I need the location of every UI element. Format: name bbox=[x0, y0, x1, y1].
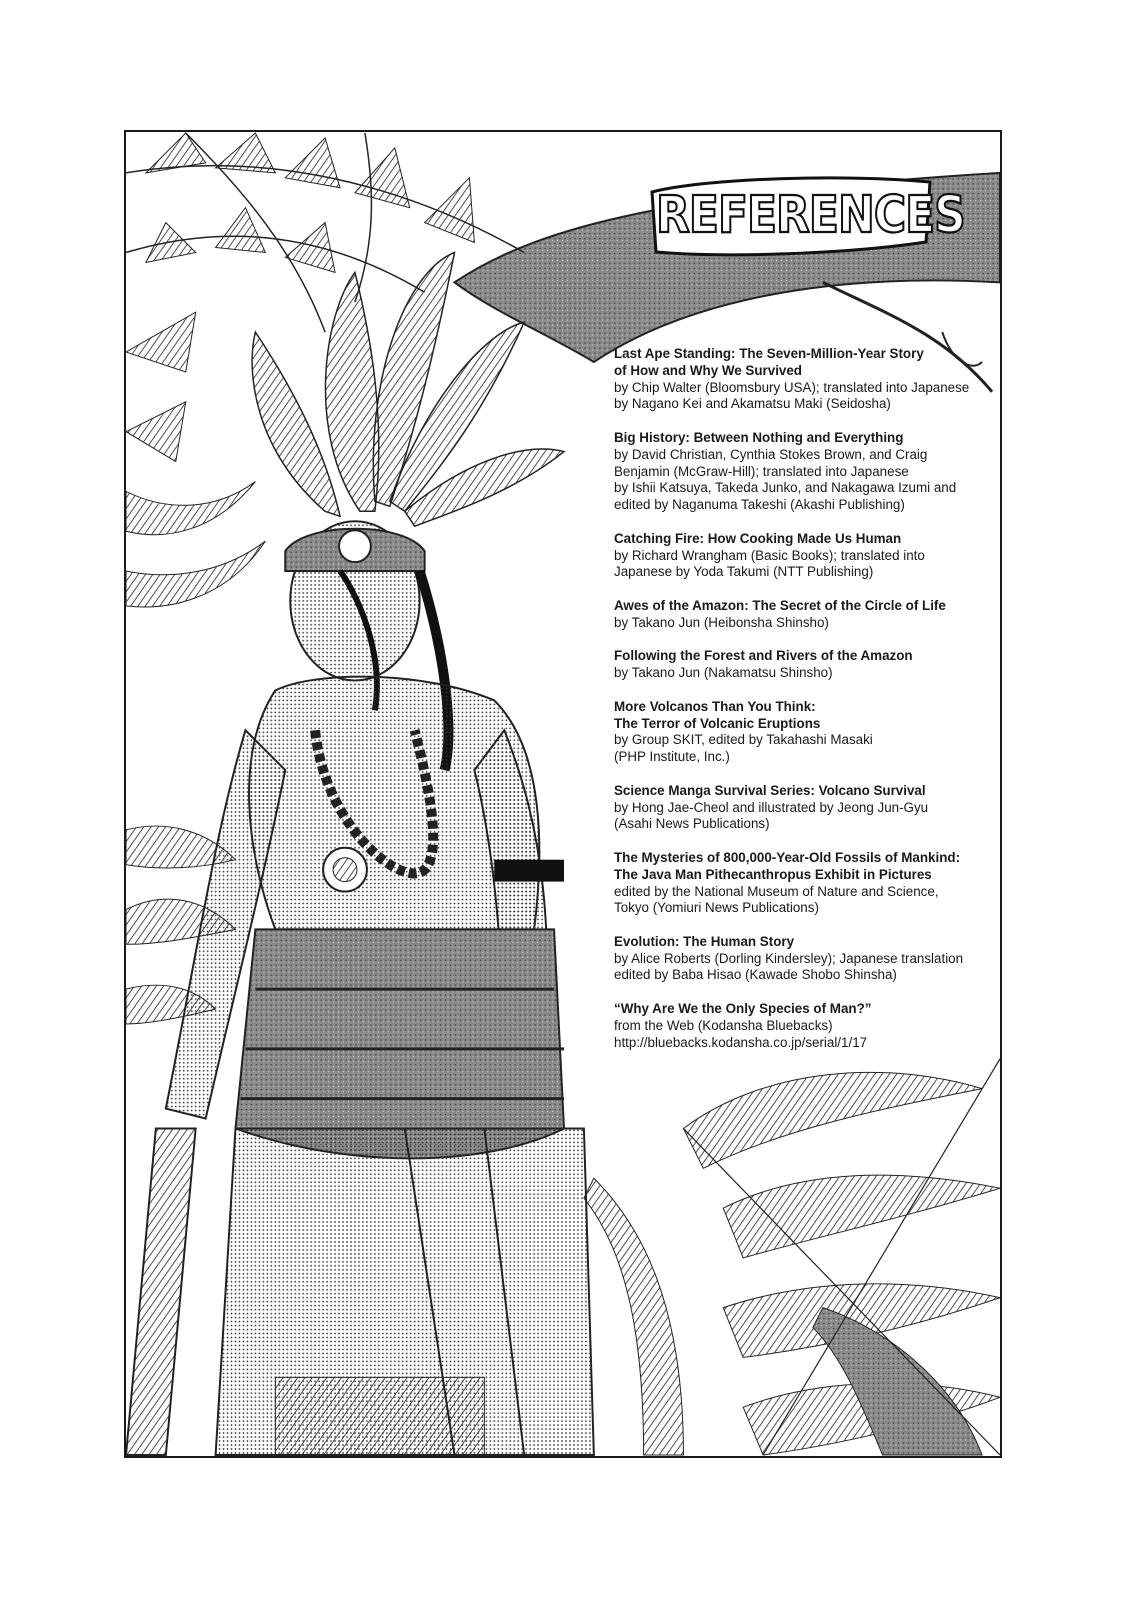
reference-detail: edited by the National Museum of Nature and Science, bbox=[614, 883, 939, 899]
manga-panel bbox=[124, 130, 1002, 1458]
reference-detail: Benjamin (McGraw-Hill); translated into Japanese bbox=[614, 463, 909, 479]
reference-item bbox=[614, 850, 1002, 917]
reference-detail: Japanese by Yoda Takumi (NTT Publishing) bbox=[614, 564, 874, 580]
reference-detail: edited by Baba Hisao (Kawade Shobo Shinsha) bbox=[614, 967, 897, 983]
reference-title: Last Ape Standing: The Seven-Million-Year Story bbox=[614, 346, 924, 361]
reference-detail: by Nagano Kei and Akamatsu Maki (Seidosha) bbox=[614, 396, 891, 412]
reference-detail: by Takano Jun (Nakamatsu Shinsho) bbox=[614, 665, 833, 681]
reference-item bbox=[614, 531, 1002, 581]
reference-detail: by Hong Jae-Cheol and illustrated by Jeong Jun-Gyu bbox=[614, 799, 929, 815]
reference-title: Evolution: The Human Story bbox=[614, 933, 795, 949]
reference-item bbox=[614, 598, 1002, 632]
references-list bbox=[614, 346, 1002, 1068]
reference-item bbox=[614, 934, 1002, 984]
reference-title: Science Manga Survival Series: Volcano Survival bbox=[614, 782, 926, 798]
reference-detail: by Ishii Katsuya, Takeda Junko, and Nakagawa Izumi and bbox=[614, 480, 957, 496]
reference-detail: by Group SKIT, edited by Takahashi Masaki bbox=[614, 732, 873, 748]
reference-detail: by Richard Wrangham (Basic Books); translated into bbox=[614, 547, 925, 563]
reference-item bbox=[614, 783, 1002, 833]
reference-title: The Terror of Volcanic Eruptions bbox=[614, 715, 821, 731]
page-title: REFERENCES bbox=[656, 186, 965, 245]
reference-detail: edited by Naganuma Takeshi (Akashi Publishing) bbox=[614, 497, 905, 513]
reference-detail: from the Web (Kodansha Bluebacks) bbox=[614, 1017, 833, 1033]
reference-title: Catching Fire: How Cooking Made Us Human bbox=[614, 530, 902, 546]
reference-item bbox=[614, 648, 1002, 682]
reference-item bbox=[614, 1001, 1002, 1051]
reference-detail: by Takano Jun (Heibonsha Shinsho) bbox=[614, 614, 829, 630]
reference-title: The Java Man Pithecanthropus Exhibit in Pictures bbox=[614, 866, 932, 882]
reference-title: of How and Why We Survived bbox=[614, 362, 802, 378]
reference-detail: (Asahi News Publications) bbox=[614, 816, 770, 832]
reference-detail: by David Christian, Cynthia Stokes Brown, and Craig bbox=[614, 446, 928, 462]
reference-item bbox=[614, 430, 1002, 514]
reference-detail: Tokyo (Yomiuri News Publications) bbox=[614, 900, 819, 916]
reference-title: The Mysteries of 800,000-Year-Old Fossils of Mankind: bbox=[614, 849, 961, 865]
reference-detail: by Chip Walter (Bloomsbury USA); translated into Japanese bbox=[614, 379, 970, 395]
reference-title: More Volcanos Than You Think: bbox=[614, 698, 816, 714]
reference-url: http://bluebacks.kodansha.co.jp/serial/1/17 bbox=[614, 1034, 868, 1050]
reference-title: Awes of the Amazon: The Secret of the Circle of Life bbox=[614, 597, 946, 613]
reference-title: Big History: Between Nothing and Everything bbox=[614, 429, 904, 445]
reference-title: Following the Forest and Rivers of the Amazon bbox=[614, 648, 913, 664]
reference-detail: by Alice Roberts (Dorling Kindersley); Japanese translation bbox=[614, 950, 964, 966]
reference-title: “Why Are We the Only Species of Man?” bbox=[614, 1001, 872, 1017]
reference-item bbox=[614, 699, 1002, 766]
reference-detail: (PHP Institute, Inc.) bbox=[614, 749, 730, 765]
reference-item bbox=[614, 346, 1002, 413]
